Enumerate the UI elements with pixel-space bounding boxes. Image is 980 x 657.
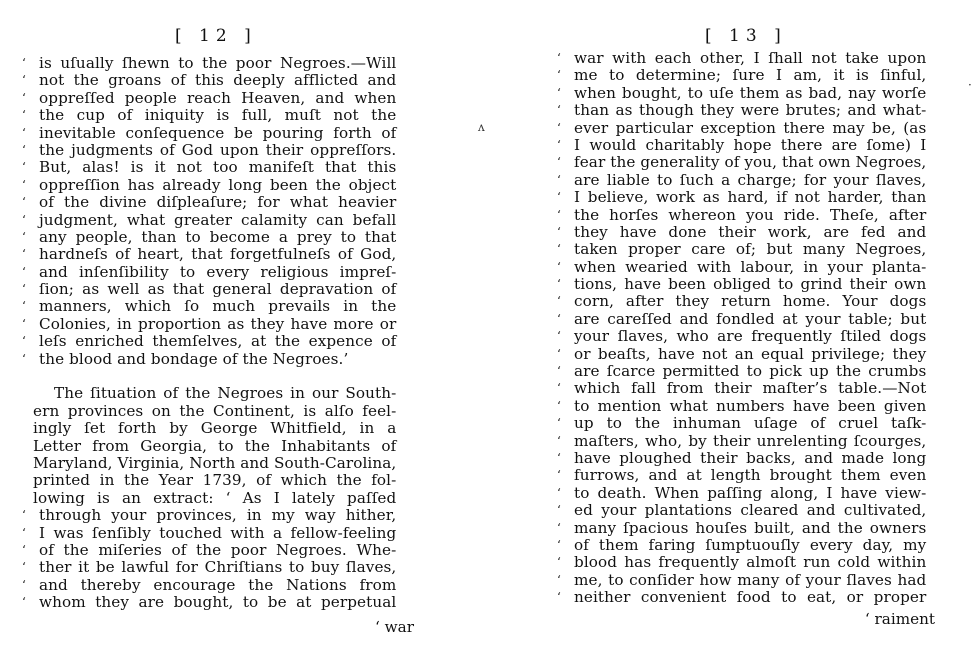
quotation-mark: ‘ <box>22 108 26 123</box>
text-line <box>555 502 926 519</box>
quotation-mark: ‘ <box>557 172 561 187</box>
line-text: Letter from Georgia, to the Inhabitants of <box>33 436 397 455</box>
text-line <box>555 276 926 293</box>
quotation-mark: ‘ <box>557 155 561 170</box>
right-catchword: ‘ raiment <box>864 610 935 628</box>
text-line <box>555 241 926 258</box>
quotation-mark: ‘ <box>557 329 561 344</box>
text-line <box>555 85 926 102</box>
quotation-mark: ‘ <box>22 299 26 314</box>
text-line <box>555 520 926 537</box>
text-line <box>20 159 396 176</box>
text-line <box>555 537 926 554</box>
quotation-mark: ‘ <box>22 560 26 575</box>
text-line <box>20 212 396 229</box>
line-text: of them faring ſumptuouſly every day, my <box>574 535 927 554</box>
line-text: leſs enriched themſelves, at the expence of <box>39 332 397 351</box>
line-text: ed your plantations cleared and cultivated, <box>574 501 927 520</box>
quotation-mark: ‘ <box>557 224 561 239</box>
line-text: not the groans of this deeply afflicted and <box>39 71 397 90</box>
quotation-mark: ‘ <box>22 577 26 592</box>
line-text: when wearied with labour, in your planta- <box>574 257 927 276</box>
line-text: to mention what numbers have been given <box>574 396 927 415</box>
quotation-mark: ‘ <box>557 520 561 535</box>
quotation-mark: ‘ <box>557 103 561 118</box>
text-line <box>20 594 396 611</box>
page-number-12: [ 12 ] <box>175 26 257 46</box>
quotation-mark: ‘ <box>557 433 561 448</box>
text-line <box>555 346 926 363</box>
quotation-mark: ‘ <box>557 555 561 570</box>
line-text: when bought, to uſe them as bad, nay worſe <box>574 83 927 102</box>
line-text: oppreſſed people reach Heaven, and when <box>39 88 397 107</box>
line-text: and inſenſibility to every religious impreſ- <box>39 262 397 281</box>
line-text: have ploughed their backs, and made long <box>574 448 927 467</box>
text-line <box>555 398 926 415</box>
quotation-mark: ‘ <box>22 160 26 175</box>
text-line <box>20 490 396 507</box>
line-text: blood has frequently almoſt run cold within <box>574 553 927 572</box>
line-text: they have done their work, are fed and <box>574 222 927 241</box>
stray-mark: ʌ <box>478 120 485 134</box>
line-text: tions, have been obliged to grind their own <box>574 275 927 294</box>
text-line <box>20 472 396 489</box>
line-text: are ſcarce permitted to pick up the crumbs <box>574 362 927 381</box>
line-text: many ſpacious houſes built, and the owners <box>574 518 927 537</box>
quotation-mark: ‘ <box>557 468 561 483</box>
text-line <box>20 125 396 142</box>
text-line <box>20 542 396 559</box>
quotation-mark: ‘ <box>22 595 26 610</box>
line-text: neither convenient food to eat, or proper <box>574 588 927 607</box>
text-line <box>20 55 396 72</box>
line-text: me to determine; ſure I am, it is ſinful, <box>574 66 927 85</box>
text-line <box>20 316 396 333</box>
quotation-mark: ‘ <box>22 264 26 279</box>
line-text: hardneſs of heart, that forgetfulneſs of God, <box>39 245 397 264</box>
quotation-mark: ‘ <box>557 503 561 518</box>
line-text: the cup of iniquity is full, muſt not the <box>39 106 397 125</box>
left-page <box>20 0 420 657</box>
quotation-mark: ‘ <box>557 537 561 552</box>
line-text: which fall from their maſter’s table.—Not <box>574 379 927 398</box>
line-text: ever particular exception there may be, (as <box>574 118 927 137</box>
text-line <box>20 177 396 194</box>
text-line <box>20 107 396 124</box>
line-text: up to the inhuman uſage of cruel taſk- <box>574 414 927 433</box>
line-text: your ſlaves, who are frequently ſtiled dogs <box>574 327 927 346</box>
quotation-mark: ‘ <box>557 485 561 500</box>
quotation-mark: ‘ <box>22 525 26 540</box>
line-text: whom they are bought, to be at perpetual <box>39 593 397 612</box>
text-line <box>555 572 926 589</box>
line-text: fear the generality of you, that own Negroes, <box>574 153 927 172</box>
line-text: the horſes whereon you ride. Theſe, after <box>574 205 927 224</box>
quotation-mark: ‘ <box>22 56 26 70</box>
text-line <box>555 207 926 224</box>
line-text: is uſually ſhewn to the poor Negroes.—Will <box>39 54 397 72</box>
line-text: oppreſſion has already long been the object <box>39 175 397 194</box>
line-text: ingly ſet forth by George Whitfield, in a <box>33 419 397 438</box>
quotation-mark: ‘ <box>22 508 26 523</box>
text-line <box>555 137 926 154</box>
quotation-mark: ‘ <box>557 294 561 309</box>
text-line <box>20 403 396 420</box>
text-line <box>20 90 396 107</box>
text-line <box>555 259 926 276</box>
line-text: lowing is an extract: ‘ As I lately paſſed <box>33 488 397 507</box>
quotation-mark: ‘ <box>557 346 561 361</box>
text-line <box>20 438 396 455</box>
text-line <box>555 120 926 137</box>
line-text: of the divine diſpleaſure; for what heavier <box>39 193 397 212</box>
text-line <box>20 298 396 315</box>
line-text: than as though they were brutes; and what- <box>574 101 927 120</box>
text-line <box>555 189 926 206</box>
line-text: ſion; as well as that general depravation of <box>39 280 397 299</box>
quotation-mark: ‘ <box>22 125 26 140</box>
line-text: or beaſts, have not an equal privilege; they <box>574 344 927 363</box>
line-text: The ſituation of the Negroes in our South- <box>54 384 397 403</box>
line-text: are liable to ſuch a charge; for your ſlaves, <box>574 170 927 189</box>
text-line <box>20 333 396 350</box>
line-text: But, alas! is it not too manifeſt that this <box>39 158 397 177</box>
text-line <box>555 589 926 606</box>
text-line <box>555 328 926 345</box>
quotation-mark: ‘ <box>22 542 26 557</box>
line-text: judgment, what greater calamity can befall <box>39 210 397 229</box>
quotation-mark: ‘ <box>557 450 561 465</box>
line-text: to death. When paſſing along, I have view- <box>574 483 927 502</box>
text-line <box>555 172 926 189</box>
line-text: corn, after they return home. Your dogs <box>574 292 927 311</box>
quotation-mark: ‘ <box>557 311 561 326</box>
text-line <box>20 72 396 89</box>
quotation-mark: ‘ <box>557 207 561 222</box>
text-line <box>555 102 926 119</box>
quotation-mark: ‘ <box>22 142 26 157</box>
quotation-mark: ‘ <box>557 364 561 379</box>
text-line <box>555 311 926 328</box>
line-text: maſters, who, by their unrelenting ſcourges, <box>574 431 927 450</box>
quotation-mark: ‘ <box>22 247 26 262</box>
quotation-mark: ‘ <box>557 259 561 274</box>
quotation-mark: ‘ <box>557 398 561 413</box>
line-text: I would charitably hope there are ſome) I <box>574 135 927 154</box>
text-line <box>555 433 926 450</box>
line-text: Colonies, in proportion as they have more or <box>39 314 397 333</box>
text-line <box>20 559 396 576</box>
line-text: and thereby encourage the Nations from <box>39 575 397 594</box>
quotation-mark: ‘ <box>557 137 561 152</box>
quotation-mark: ‘ <box>22 334 26 349</box>
text-line <box>555 415 926 432</box>
quotation-mark: ‘ <box>557 381 561 396</box>
line-text: taken proper care of; but many Negroes, <box>574 240 927 259</box>
text-line <box>20 525 396 542</box>
text-line <box>555 154 926 171</box>
text-line <box>20 420 396 437</box>
line-text: inevitable conſequence be pouring forth of <box>39 123 397 142</box>
quotation-mark: ‘ <box>557 85 561 100</box>
quotation-mark: ‘ <box>22 73 26 88</box>
line-text: of the miſeries of the poor Negroes. Whe- <box>39 540 397 559</box>
line-text: I was ſenſibly touched with a fellow-feeling <box>39 523 397 542</box>
quotation-mark: ‘ <box>557 190 561 205</box>
text-line <box>555 554 926 571</box>
quotation-mark: ‘ <box>557 242 561 257</box>
line-text: ern provinces on the Continent, is alſo feel- <box>33 401 397 420</box>
quotation-mark: ‘ <box>22 316 26 331</box>
line-text: I believe, work as hard, if not harder, than <box>574 188 927 207</box>
quotation-mark: ‘ <box>22 282 26 297</box>
line-text: furrows, and at length brought them even <box>574 466 927 485</box>
text-line <box>20 507 396 524</box>
left-page-text <box>20 55 396 612</box>
right-page-text <box>555 50 926 607</box>
quotation-mark: ‘ <box>557 277 561 292</box>
line-text: Maryland, Virginia, North and South-Carolina, <box>33 453 397 472</box>
stray-dot: · <box>968 78 972 92</box>
text-line <box>20 194 396 211</box>
quotation-mark: ‘ <box>557 51 561 65</box>
line-text: any people, than to become a prey to that <box>39 227 397 246</box>
text-line <box>20 229 396 246</box>
line-text: are careſſed and fondled at your table; but <box>574 309 927 328</box>
text-line <box>555 380 926 397</box>
text-line <box>20 142 396 159</box>
text-line <box>20 264 396 281</box>
quotation-mark: ‘ <box>22 351 26 366</box>
quotation-mark: ‘ <box>22 195 26 210</box>
line-text: the blood and bondage of the Negroes.’ <box>39 349 349 368</box>
line-text: through your provinces, in my way hither, <box>39 506 397 525</box>
text-line <box>555 293 926 310</box>
quotation-mark: ‘ <box>22 212 26 227</box>
text-line <box>555 67 926 84</box>
left-catchword: ‘ war <box>375 618 414 636</box>
quotation-mark: ‘ <box>557 572 561 587</box>
text-line <box>20 246 396 263</box>
paragraph-gap <box>20 368 396 385</box>
quotation-mark: ‘ <box>22 177 26 192</box>
quotation-mark: ‘ <box>557 416 561 431</box>
right-page <box>555 0 945 657</box>
line-text: me, to conſider how many of your ſlaves had <box>574 570 927 589</box>
line-text: the judgments of God upon their oppreſſors. <box>39 140 397 159</box>
line-text: printed in the Year 1739, of which the fol- <box>33 471 397 490</box>
text-line <box>20 281 396 298</box>
text-line <box>555 450 926 467</box>
page-number-13: [ 13 ] <box>705 26 787 46</box>
text-line <box>20 455 396 472</box>
text-line <box>555 485 926 502</box>
quotation-mark: ‘ <box>557 120 561 135</box>
text-line <box>20 577 396 594</box>
line-text: manners, which ſo much prevails in the <box>39 297 397 316</box>
quotation-mark: ‘ <box>557 590 561 605</box>
text-line <box>555 224 926 241</box>
text-line <box>20 351 396 368</box>
text-line <box>555 363 926 380</box>
quotation-mark: ‘ <box>22 90 26 105</box>
text-line <box>20 385 396 402</box>
line-text: war with each other, I ſhall not take upon <box>574 49 927 67</box>
line-text: ther it be lawful for Chriſtians to buy ſlaves, <box>39 558 397 577</box>
text-line <box>555 50 926 67</box>
text-line <box>555 467 926 484</box>
quotation-mark: ‘ <box>557 68 561 83</box>
quotation-mark: ‘ <box>22 229 26 244</box>
